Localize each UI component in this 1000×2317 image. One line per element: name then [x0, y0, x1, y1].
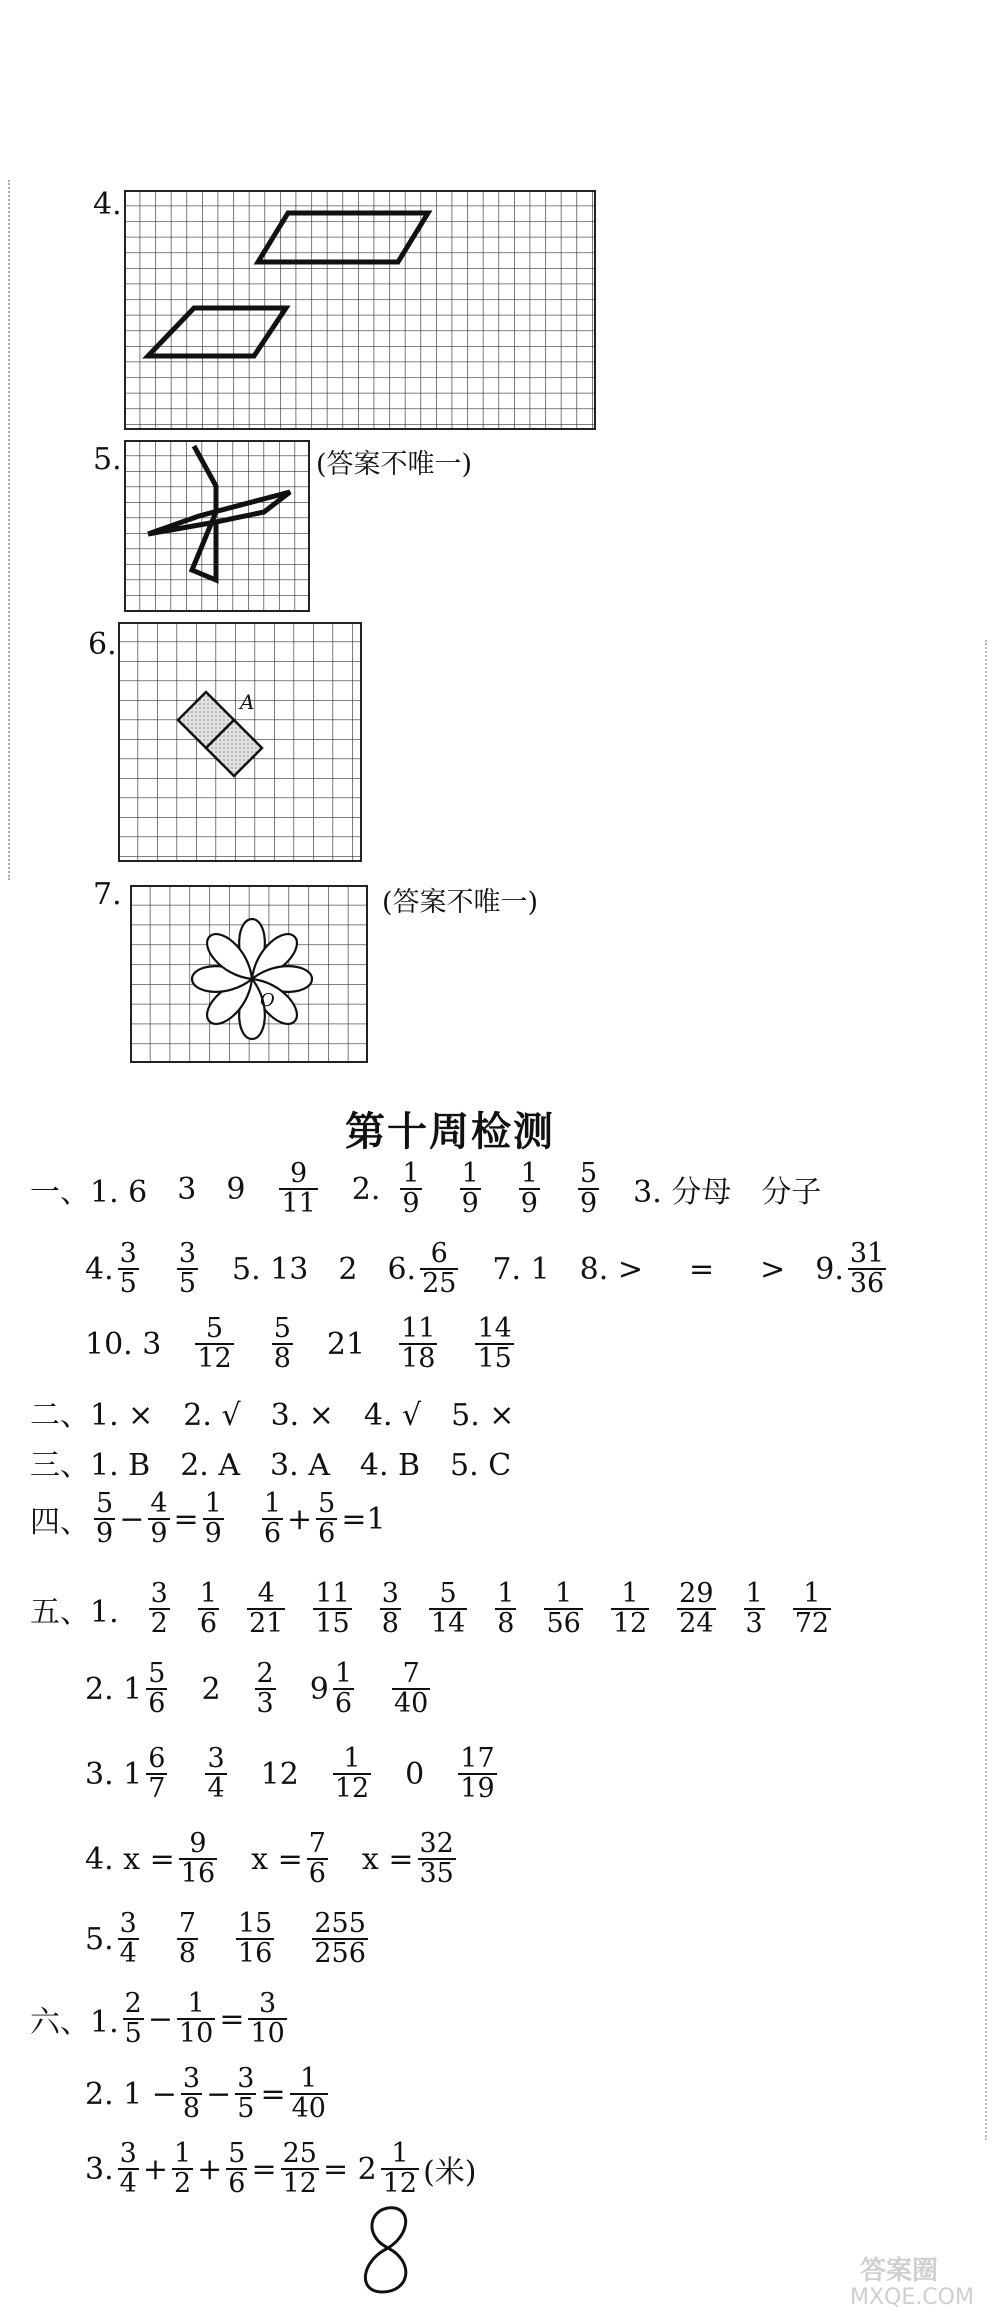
fraction: $\frac{14}{15}$: [477, 1313, 512, 1375]
q7-flower: [192, 919, 312, 1039]
fraction: $\frac{1}{56}$: [546, 1578, 581, 1640]
q6-label: 6.: [88, 627, 117, 662]
fraction: $\frac{1}{9}$: [520, 1158, 538, 1220]
watermark-logo: 答案圈: [860, 2256, 939, 2286]
fraction: $\frac{5}{14}$: [430, 1578, 466, 1640]
fraction: $\frac{3}{2}$: [150, 1578, 168, 1640]
s5-line2: 2. 1 $\frac{5}{6}$ 2 $\frac{2}{3}$ 9 $\frac{1}{6}$ $\frac{7}{40}$: [85, 1658, 429, 1720]
fraction: $\frac{1}{6}$: [263, 1488, 282, 1550]
s5-line1: 五、1. $\frac{3}{2}$ $\frac{1}{6}$ $\frac{4}{21}$ $\frac{11}{15}$ $\frac{3}{8}$ $\frac{5}{14}$ $\frac{1}{8}$ $\frac{1}{56}$ $\frac{1}{12}$ $\frac{29}{24}$ $\frac{1}{3}$ $\frac{1}{72}$: [30, 1578, 830, 1640]
fraction: $\frac{3}{4}$: [207, 1743, 225, 1805]
fraction: $\frac{1}{8}$: [497, 1578, 515, 1640]
fraction: $\frac{17}{19}$: [460, 1743, 495, 1805]
fraction: $\frac{255}{256}$: [314, 1908, 366, 1970]
fraction: $\frac{1}{6}$: [334, 1658, 352, 1720]
q5-label: 5.: [93, 442, 122, 477]
q6-point-a: A: [240, 690, 255, 714]
q4-label: 4.: [93, 187, 122, 222]
fraction: $\frac{11}{15}$: [315, 1578, 350, 1640]
fraction: $\frac{11}{18}$: [401, 1313, 436, 1375]
fraction: $\frac{1}{12}$: [334, 1743, 370, 1805]
s1-line3: 10. 3 $\frac{5}{12}$ $\frac{5}{8}$ 21 $\frac{11}{18}$ $\frac{14}{15}$: [85, 1313, 512, 1375]
s5-line3: 3. 1 $\frac{6}{7}$ $\frac{3}{4}$ 12 $\frac{1}{12}$ 0 $\frac{17}{19}$: [85, 1743, 495, 1805]
fraction: $\frac{3}{8}$: [182, 2063, 201, 2125]
q4-grid-figure: [124, 190, 596, 430]
binding-margin-left: [8, 180, 10, 880]
q5-note: (答案不唯一): [316, 449, 473, 480]
q7-grid-figure: [130, 885, 368, 1063]
fraction: $\frac{3}{5}$: [237, 2063, 255, 2125]
fraction: $\frac{5}{12}$: [197, 1313, 232, 1375]
s6-line3: 3. $\frac{3}{4}$ + $\frac{1}{2}$ + $\frac{5}{6}$ = $\frac{25}{12}$ = 2 $\frac{1}{12}$ (米): [85, 2138, 477, 2200]
fraction: $\frac{3}{5}$: [119, 1238, 137, 1300]
fraction: $\frac{3}{5}$: [178, 1238, 196, 1300]
s3-line: 三、1. B 2. A 3. A 4. B 5. C: [30, 1448, 512, 1483]
s1-line1: 一、1. 6 3 9 $\frac{9}{11}$ 2. $\frac{1}{9}$ $\frac{1}{9}$ $\frac{1}{9}$ $\frac{5}{9}$ 3. 分母 分子: [30, 1158, 822, 1220]
q5-grid-figure: [124, 440, 310, 612]
fraction: $\frac{1}{9}$: [204, 1488, 222, 1550]
fraction: $\frac{1}{12}$: [382, 2138, 418, 2200]
fraction: $\frac{1}{9}$: [402, 1158, 420, 1220]
fraction: $\frac{4}{21}$: [249, 1578, 284, 1640]
fraction: $\frac{1}{12}$: [612, 1578, 648, 1640]
fraction: $\frac{1}{3}$: [745, 1578, 763, 1640]
fraction: $\frac{5}{9}$: [579, 1158, 598, 1220]
q7-note: (答案不唯一): [382, 887, 539, 918]
fraction: $\frac{3}{4}$: [119, 2138, 137, 2200]
fraction: $\frac{4}{9}$: [150, 1488, 168, 1550]
fraction: $\frac{15}{16}$: [238, 1908, 273, 1970]
fraction: $\frac{1}{2}$: [173, 2138, 192, 2200]
q7-point-o: O: [260, 990, 275, 1011]
s5-line4: 4. x = $\frac{9}{16}$ x = $\frac{7}{6}$ x = $\frac{32}{35}$: [85, 1828, 454, 1890]
fraction: $\frac{6}{25}$: [422, 1238, 457, 1300]
fraction: $\frac{1}{72}$: [794, 1578, 830, 1640]
fraction: $\frac{5}{8}$: [273, 1313, 291, 1375]
fraction: $\frac{3}{10}$: [250, 1988, 285, 2050]
fraction: $\frac{3}{4}$: [119, 1908, 137, 1970]
fraction: $\frac{5}{6}$: [318, 1488, 336, 1550]
fraction: $\frac{29}{24}$: [679, 1578, 714, 1640]
fraction: $\frac{5}{9}$: [96, 1488, 114, 1550]
fraction: $\frac{2}{3}$: [256, 1658, 274, 1720]
fraction: $\frac{5}{6}$: [148, 1658, 166, 1720]
fraction: $\frac{7}{6}$: [308, 1828, 326, 1890]
fraction: $\frac{3}{8}$: [381, 1578, 399, 1640]
q6-grid-figure: [118, 622, 362, 862]
fraction: $\frac{7}{8}$: [178, 1908, 196, 1970]
fraction: $\frac{1}{40}$: [291, 2063, 326, 2125]
fraction: $\frac{9}{11}$: [281, 1158, 316, 1220]
fraction: $\frac{25}{12}$: [282, 2138, 317, 2200]
fraction: $\frac{31}{36}$: [849, 1238, 885, 1300]
fraction: $\frac{9}{16}$: [180, 1828, 216, 1890]
fraction: $\frac{1}{10}$: [178, 1988, 214, 2050]
s6-line2: 2. 1 − $\frac{3}{8}$ − $\frac{3}{5}$ = $\frac{1}{40}$: [85, 2063, 326, 2125]
s2-line: 二、1. × 2. √ 3. × 4. √ 5. ×: [30, 1398, 515, 1433]
section-title: 第十周检测: [345, 1109, 555, 1155]
fraction: $\frac{1}{9}$: [461, 1158, 479, 1220]
s5-line5: 5. $\frac{3}{4}$ $\frac{7}{8}$ $\frac{15}{16}$ $\frac{255}{256}$: [85, 1908, 366, 1970]
fraction: $\frac{5}{6}$: [228, 2138, 246, 2200]
fraction: $\frac{2}{5}$: [124, 1988, 142, 2050]
q7-label: 7.: [93, 877, 122, 912]
fraction: $\frac{1}{6}$: [199, 1578, 217, 1640]
s4-line: 四、 $\frac{5}{9}$ − $\frac{4}{9}$ = $\frac{1}{9}$ $\frac{1}{6}$ + $\frac{5}{6}$ =1: [30, 1488, 386, 1550]
fraction: $\frac{32}{35}$: [419, 1828, 454, 1890]
fraction: $\frac{7}{40}$: [394, 1658, 429, 1720]
watermark-url: MXQE.COM: [850, 2285, 974, 2310]
fraction: $\frac{6}{7}$: [148, 1743, 166, 1805]
handwritten-page-number: [350, 2200, 430, 2300]
binding-margin-right: [985, 640, 987, 2140]
s1-line2: 4. $\frac{3}{5}$ $\frac{3}{5}$ 5. 13 2 6. $\frac{6}{25}$ 7. 1 8. > = > 9. $\frac{31}{36}$: [85, 1238, 885, 1300]
s6-line1: 六、1. $\frac{2}{5}$ − $\frac{1}{10}$ = $\frac{3}{10}$: [30, 1988, 285, 2050]
